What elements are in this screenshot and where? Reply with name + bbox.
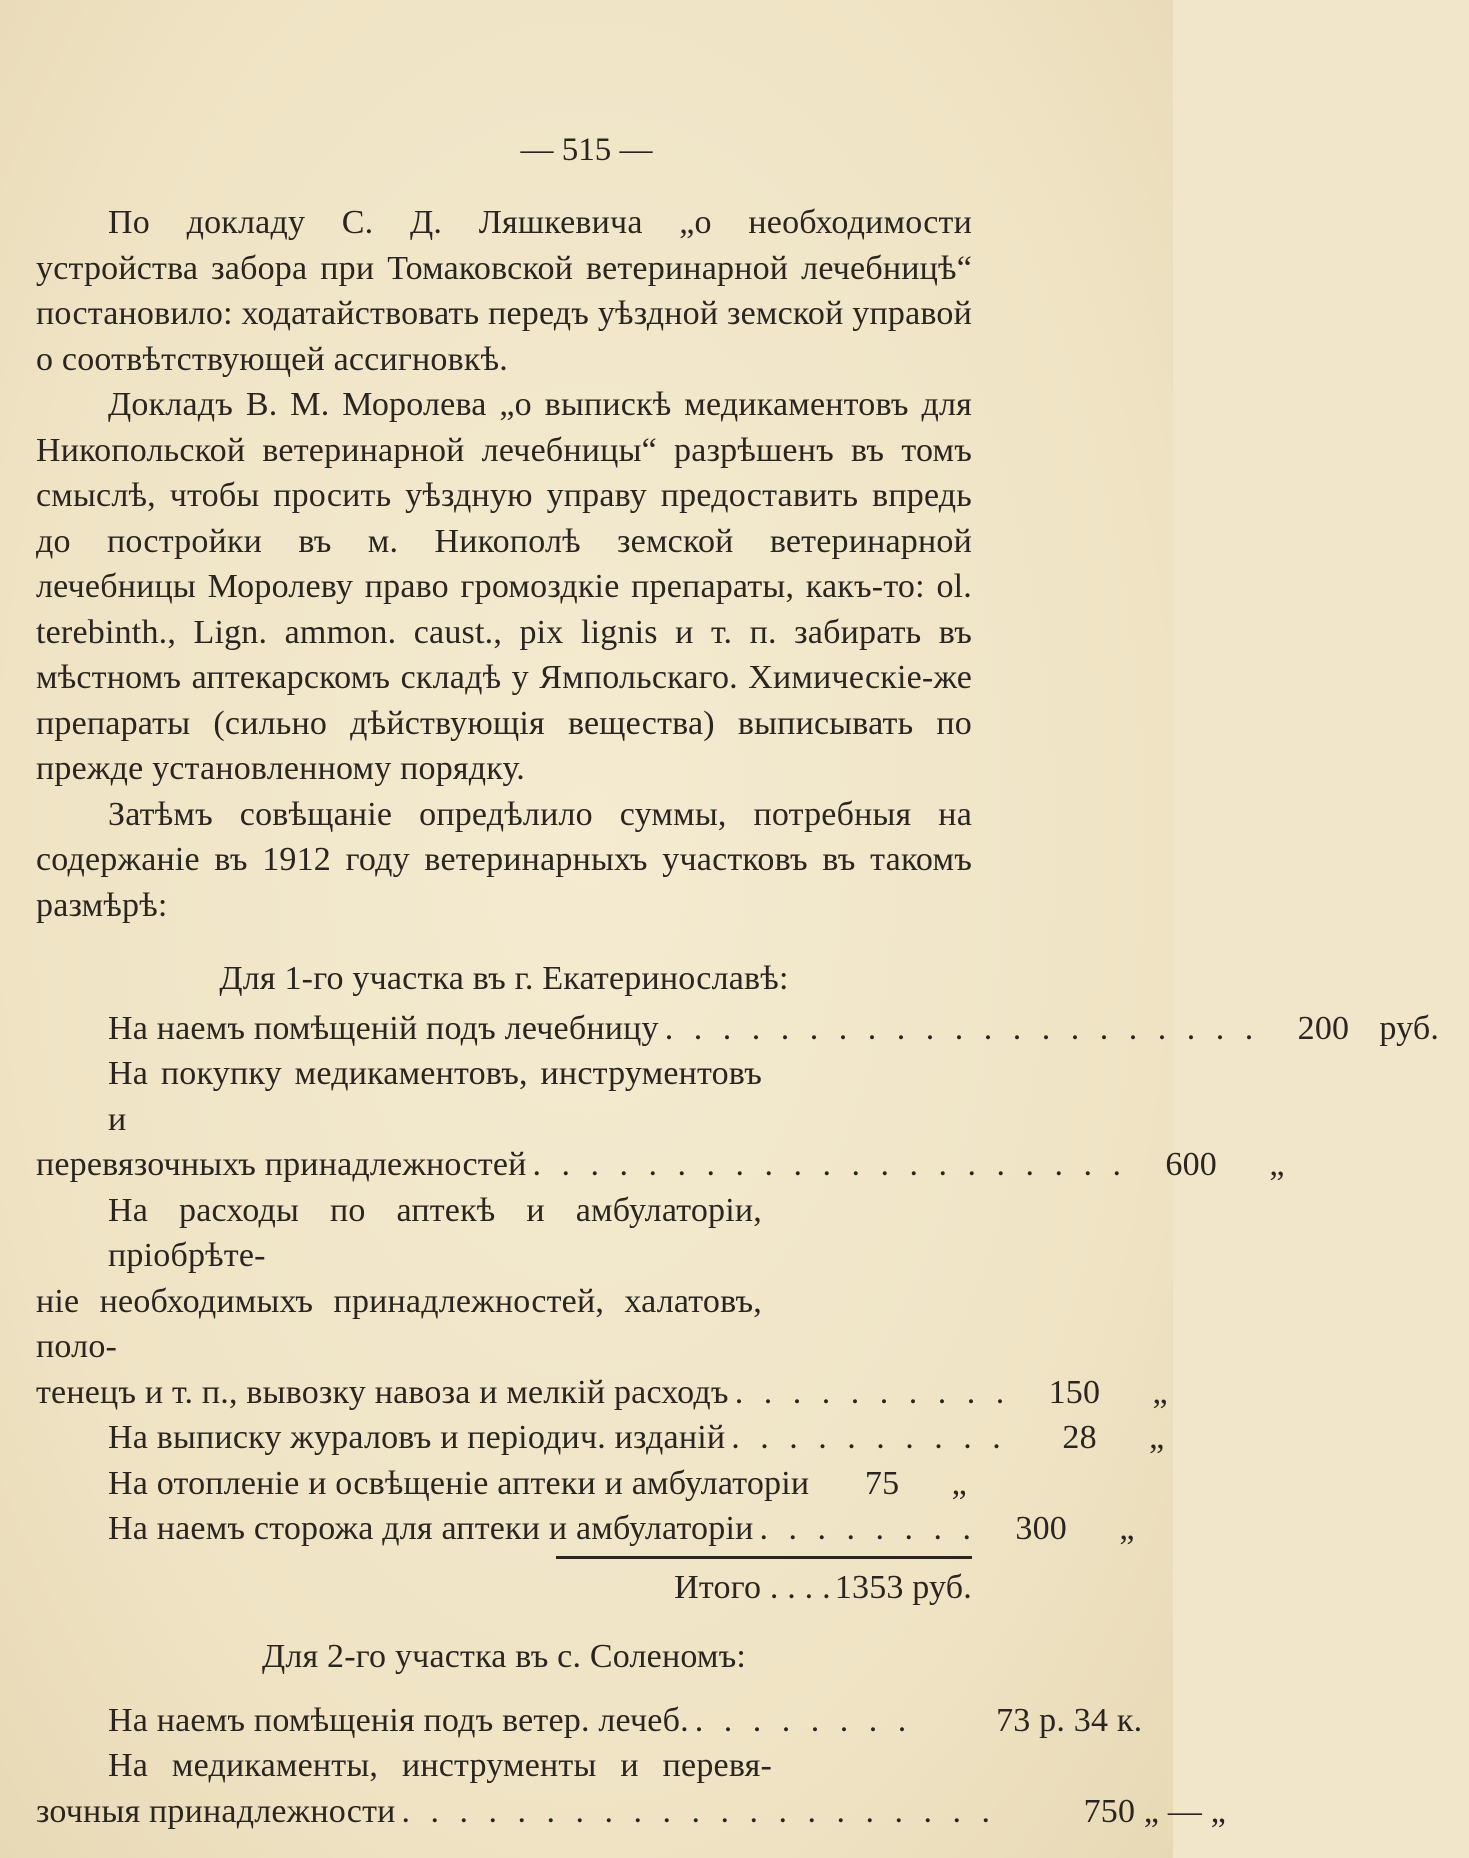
expense-amount: 600 (1165, 1146, 1217, 1183)
expense-row-pharmacy: тенецъ и т. п., вывозку навоза и мелкій расходъ . . . . . . . . . . 150 „ (36, 1370, 972, 1416)
section-2-heading: Для 2-го участка въ с. Соленомъ: (261, 1638, 747, 1675)
expense-row-premises: На наемъ помѣщенія подъ ветер. лечеб. . . . . . . . . 73 р. 34 к. (36, 1698, 972, 1744)
expense-label: На наемъ помѣщеній подъ лечебницу (108, 1009, 659, 1047)
expense-line: На покупку медикаментовъ, инструментовъ и (108, 1055, 762, 1138)
expense-unit: „ (1119, 1510, 1135, 1547)
expense-row-rent: На наемъ помѣщеній подъ лечебницу . . . . . . . . . . . . . . . . . . . . . 200 руб. (36, 1006, 972, 1052)
total-rule (556, 1556, 972, 1559)
expense-line: На расходы по аптекѣ и амбулаторіи, пріобрѣте- (108, 1191, 762, 1274)
expense-amount: 150 (1048, 1373, 1101, 1411)
expense-label: зочныя принадлежности (36, 1792, 396, 1830)
expense-row-medications: зочныя принадлежности . . . . . . . . . . . . . . . . . . . . . 750 „ — „ (36, 1789, 972, 1835)
body-text (36, 200, 1440, 1834)
expense-unit: руб. (1379, 1009, 1440, 1047)
paragraph-1: По докладу С. Д. Ляшкевича „о необходимости устройства забора при Томаковской ветеринарной лечебницѣ“ постановило: ходатайствовать передъ уѣздной земской управой о соотвѣтствующей ассигновкѣ. (36, 204, 972, 378)
expense-label: тенецъ и т. п., вывозку навоза и мелкій расходъ (36, 1373, 729, 1411)
expense-amount: 300 (1015, 1510, 1068, 1547)
expense-amount: 73 р. 34 к. (996, 1701, 1143, 1739)
expense-unit: „ (1149, 1419, 1165, 1456)
paragraph-2: Докладъ В. М. Моролева „о выпискѣ медикаментовъ для Никопольской ветеринарной лечебницы“ разрѣшенъ въ томъ смыслѣ, чтобы просить уѣздную управу предоставить впредь до постройки въ м. Никополѣ земской ветеринарной лечебницы Моролеву право громоздкіе препараты, какъ-то: ol. terebinth., Lign. ammon. caust., pix lignis и т. п. забирать въ мѣстномъ аптекарскомъ складѣ у Ямпольскаго. Химическіе-же препараты (сильно дѣйствующія вещества) выписывать по прежде установленному порядку. (36, 386, 972, 787)
total-label: Итого . . . . (674, 1568, 831, 1606)
expense-amount: 750 „ — „ (1083, 1792, 1227, 1830)
page-number: — 515 — (520, 132, 653, 168)
expense-row-heating (36, 1461, 972, 1507)
expense-amount: 28 (1062, 1419, 1097, 1456)
expense-line: ніе необходимыхъ принадлежностей, халатовъ, поло- (36, 1282, 762, 1365)
expense-unit: „ (1269, 1146, 1285, 1183)
expense-amount: 200 (1297, 1009, 1350, 1047)
expense-label: На наемъ сторожа для аптеки и амбулаторіи (108, 1510, 754, 1547)
expense-row-medicines: перевязочныхъ принадлежностей . . . . . . . . . . . . . . . . . . . . . 600 „ (36, 1142, 972, 1188)
expense-row-watchman: На наемъ сторожа для аптеки и амбулаторіи . . . . . . . . 300 „ (36, 1506, 972, 1552)
total-row (36, 1565, 972, 1611)
section-1-heading: Для 1-го участка въ г. Екатеринославѣ: (219, 960, 789, 997)
expense-label: На наемъ помѣщенія подъ ветер. лечеб. (108, 1701, 689, 1739)
expense-label: перевязочныхъ принадлежностей (36, 1146, 527, 1183)
expense-amount: 75 (864, 1464, 900, 1502)
expense-label: На отопленіе и освѣщеніе аптеки и амбулаторіи (108, 1464, 810, 1502)
expense-label: На выписку жураловъ и періодич. изданій (108, 1419, 726, 1456)
expense-line: На медикаменты, инструменты и перевя- (108, 1747, 772, 1784)
paragraph-3: Затѣмъ совѣщаніе опредѣлило суммы, потребныя на содержаніе въ 1912 году ветеринарныхъ участковъ въ такомъ размѣрѣ: (36, 795, 972, 924)
total-amount: 1353 руб. (834, 1568, 972, 1606)
expense-row-journals: На выписку жураловъ и періодич. изданій . . . . . . . . . . 28 „ (36, 1415, 972, 1461)
expense-unit: „ (951, 1464, 967, 1502)
expense-unit: „ (1152, 1373, 1168, 1411)
